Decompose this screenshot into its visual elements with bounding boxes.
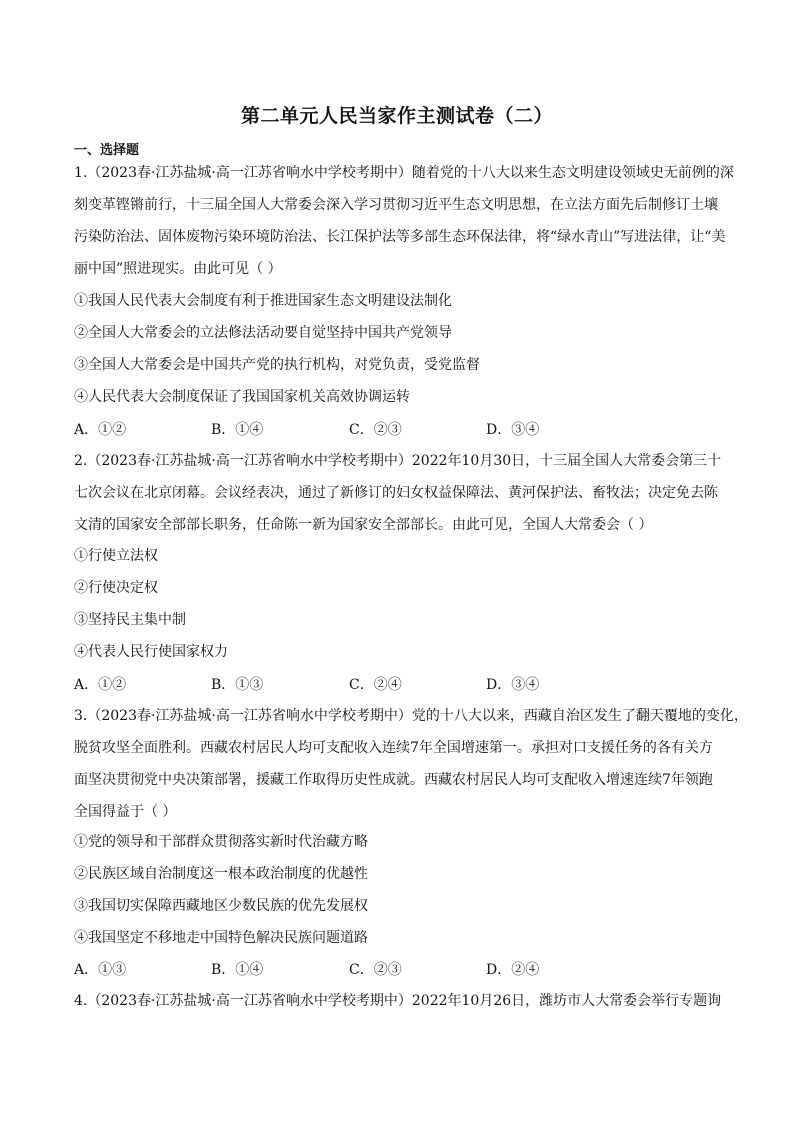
choice-c[interactable]: C．②③ [349, 422, 402, 438]
statement-option: ①党的领导和干部群众贯彻落实新时代治藏方略 [74, 834, 368, 850]
statement-option: ③全国人大常委会是中国共产党的执行机构，对党负责，受党监督 [74, 357, 480, 373]
stem-line: 1.（2023春·江苏盐城·高一江苏省响水中学校考期中）随着党的十八大以来生态文明建设领域史无前例的深 [74, 165, 734, 181]
answer-choices [74, 959, 724, 979]
stem-line: 丽中国”照进现实。由此可见（ ） [74, 261, 282, 277]
choice-d[interactable]: D．②④ [486, 962, 540, 978]
question-stem [74, 445, 724, 541]
choice-a[interactable]: A．①② [74, 422, 127, 438]
choice-b[interactable]: B．①③ [211, 677, 264, 693]
choice-b[interactable]: B．①④ [211, 422, 264, 438]
stem-line: 2.（2023春·江苏盐城·高一江苏省响水中学校考期中）2022年10月30日，十三届全国人大常委会第三十 [74, 453, 722, 469]
statement-option: ③我国切实保障西藏地区少数民族的优先发展权 [74, 898, 368, 914]
stem-line: 脱贫攻坚全面胜利。西藏农村居民人均可支配收入连续7年全国增速第一。承担对口支援任务的各有关方 [74, 740, 713, 756]
statement-option: ④人民代表大会制度保证了我国国家机关高效协调运转 [74, 389, 410, 405]
question-stem [74, 985, 724, 1017]
answer-choices [74, 674, 724, 694]
choice-a[interactable]: A．①② [74, 677, 127, 693]
statement-option: ③坚持民主集中制 [74, 612, 186, 628]
stem-line: 全国得益于（ ） [74, 804, 177, 820]
answer-choices [74, 419, 724, 439]
page-title: 第二单元人民当家作主测试卷（二） [240, 105, 553, 127]
choice-b[interactable]: B．①④ [211, 962, 264, 978]
stem-line: 4.（2023春·江苏盐城·高一江苏省响水中学校考期中）2022年10月26日，潍坊市人大常委会举行专题询 [74, 993, 722, 1009]
choice-d[interactable]: D．③④ [486, 422, 540, 438]
stem-line: 刻变革铿锵前行，十三届全国人大常委会深入学习贯彻习近平生态文明思想，在立法方面先后制修订土壤 [74, 197, 718, 213]
statement-option: ①我国人民代表大会制度有利于推进国家生态文明建设法制化 [74, 293, 452, 309]
statement-option: ②民族区域自治制度这一根本政治制度的优越性 [74, 866, 368, 882]
stem-line: 3.（2023春·江苏盐城·高一江苏省响水中学校考期中）党的十八大以来，西藏自治区发生了翻天覆地的变化， [74, 708, 748, 724]
stem-line: 污染防治法、固体废物污染环境防治法、长江保护法等多部生态环保法律，将“绿水青山”写进法律，让“美 [74, 229, 726, 245]
stem-line: 七次会议在北京闭幕。会议经表决，通过了新修订的妇女权益保障法、黄河保护法、畜牧法；决定免去陈 [74, 485, 718, 501]
statement-option: ②行使决定权 [74, 580, 158, 596]
question-stem [74, 700, 748, 828]
stem-line: 面坚决贯彻党中央决策部署，援藏工作取得历史性成就。西藏农村居民人均可支配收入增速连续7年领跑 [74, 772, 713, 788]
stem-line: 文清的国家安全部部长职务，任命陈一新为国家安全部部长。由此可见，全国人大常委会（ ） [74, 517, 653, 533]
choice-d[interactable]: D．③④ [486, 677, 540, 693]
question-stem [74, 157, 734, 285]
section-heading: 一、选择题 [74, 143, 140, 158]
statement-option: ④代表人民行使国家权力 [74, 644, 228, 660]
statement-option: ②全国人大常委会的立法修法活动要自觉坚持中国共产党领导 [74, 325, 452, 341]
statement-option: ①行使立法权 [74, 548, 158, 564]
statement-option: ④我国坚定不移地走中国特色解决民族问题道路 [74, 930, 368, 946]
choice-c[interactable]: C．②④ [349, 677, 402, 693]
choice-a[interactable]: A．①③ [74, 962, 127, 978]
choice-c[interactable]: C．②③ [349, 962, 402, 978]
